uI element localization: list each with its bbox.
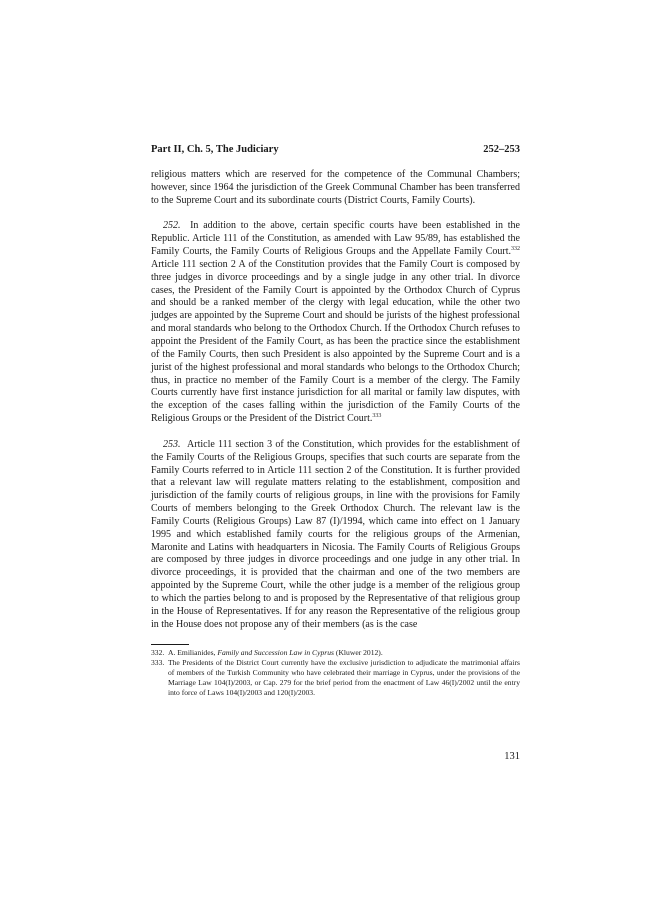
footnote-text [168, 648, 520, 658]
footnote-ref-333[interactable]: 333 [372, 413, 382, 420]
paragraph-text: In addition to the above, certain specific courts have been established in the Republic. Article 111 of the Constitution, as amended with Law 95/89, has established the Family Courts, the Family Courts of Religious Groups and the Appellate Family Court. [151, 220, 520, 258]
paragraph-number: 252. [163, 220, 181, 232]
footnote-number: 333. [151, 658, 165, 668]
footnote-ref-332[interactable]: 332 [511, 246, 520, 253]
header-chapter-title: Part II, Ch. 5, The Judiciary [151, 144, 279, 155]
book-page [151, 143, 521, 762]
paragraph-text: Article 111 section 3 of the Constitution, which provides for the establishment of the Family Courts of the Religious Groups, specifies that such courts are separate from the Family Courts referred to in Article 111 section 2 of the Constitution. It is further provided that a relevant law will regulate matters relating to the establishment, composition and jurisdiction of the family courts of religious groups, in line with the provisions for Family Courts of members belonging to the Greek Orthodox Church. The relevant law is the Family Courts (Religious Groups) Law 87 (I)/1994, which came into effect on 1 January 1995 and which established family courts for the religious groups of the Armenian, Maronite and Latins with headquarters in Nicosia. The Family Courts of Religious Groups are composed by three judges in divorce proceedings and one judge in any other trial. In divorce proceedings, it is provided that the chairman and one of the two members are appointed by the Supreme Court, while the other judge is a member of the religious group to which the parties belong to and is proposed by the Representative of that religious group in the House of Representatives. If for any reason the Representative of the religious group in the House does not propose any of their members (as is the case [151, 438, 521, 630]
continuation-paragraph: religious matters which are reserved for the competence of the Communal Chambers; however, since 1964 the jurisdiction of the Greek Communal Chamber has been transferred to the Supreme Court and its subordinate courts (District Courts, Family Courts). [151, 169, 520, 206]
footnote-number: 332. [151, 648, 165, 658]
footnote-divider [151, 644, 189, 645]
paragraph-text: Article 111 section 2 A of the Constitution provides that the Family Court is composed by three judges in divorce proceedings and by a single judge in any other trial. In divorce cases, the President of the Family Court is appointed by the Orthodox Church of Cyprus and should be a ranked member of the clergy with legal education, while the other two judges are appointed by the Supreme Court and should be jurists of the highest professional and moral standards who belong to the Orthodox Church. If the Orthodox Church refuses to appoint the President of the Family Court, as has been the practice since the establishment of the Family Courts, then such President is also appointed by the Supreme Court and is a jurist of the highest professional and moral standards who belongs to the Orthodox Church; thus, in practice no member of the Family Court is a member of the clergy. The Family Courts currently have first instance jurisdiction for all marital or family law disputes, with the exception of the cases falling within the jurisdiction of the Family Courts of the Religious Groups or the President of the District Court. [151, 258, 520, 425]
footnote-332 [151, 648, 520, 658]
footnote-text: The Presidents of the District Court currently have the exclusive jurisdiction to adjudicate the matrimonial affairs of members of the Turkish Community who have celebrated their marriage in Cyprus, under the provisions of the Marriage Law 104(I)/2003, or Cap. 279 for the brief period from the enactment of Law 46(I)/2002 until the entry into force of Laws 104(I)/2003 and 120(I)/2003. [168, 658, 520, 697]
paragraph-252 [151, 220, 520, 426]
header-paragraph-range: 252–253 [483, 144, 520, 155]
footnote-333 [151, 658, 520, 697]
running-header [151, 143, 520, 157]
footnote-author: A. Emilianides, [168, 648, 218, 658]
page-number: 131 [504, 751, 520, 762]
paragraph-number: 253. [163, 438, 181, 450]
footnote-publisher: (Kluwer 2012). [334, 648, 383, 658]
paragraph-253 [151, 439, 520, 632]
footnote-book-title: Family and Succession Law in Cyprus [217, 648, 335, 658]
